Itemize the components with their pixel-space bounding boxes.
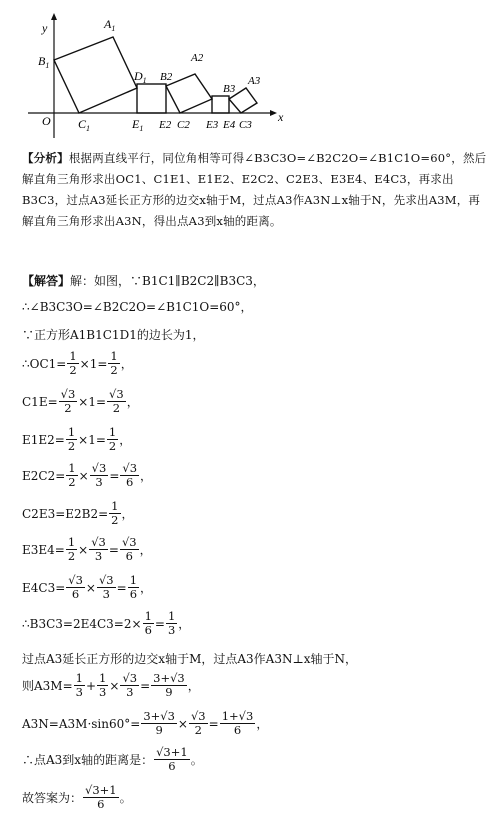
num: 3+√3 (153, 671, 185, 685)
den: 6 (97, 797, 105, 811)
den: 2 (112, 401, 121, 415)
eq-a3m-plus: + (85, 678, 97, 693)
den: 2 (69, 363, 77, 377)
eq-e3e4-mid: × (78, 542, 89, 557)
square-b3 (212, 96, 229, 113)
frac-r3-3 (97, 574, 116, 601)
eq-c1e-end: ， (126, 395, 139, 409)
frac-1r3-6 (220, 710, 256, 737)
num: 1 (68, 461, 76, 475)
eq-a3n (22, 710, 268, 737)
label-a2: A2 (191, 52, 204, 64)
label-y: y (42, 21, 48, 35)
num: √3 (68, 573, 83, 587)
den: 6 (71, 587, 80, 601)
den: 3 (167, 623, 176, 637)
num: 1 (67, 535, 76, 549)
den: 6 (233, 723, 242, 737)
eq-e2c2-mid: × (78, 468, 89, 483)
label-a3: A3 (248, 75, 261, 87)
num: √3 (91, 535, 106, 549)
num: √3 (60, 387, 76, 401)
den: 2 (67, 549, 76, 563)
frac-r3-2 (107, 388, 126, 415)
num: √3 (109, 387, 124, 401)
eq-e3e4-pre: E3E4= (22, 542, 65, 557)
frac-r3-3 (90, 462, 109, 489)
den: 2 (110, 363, 118, 377)
solution-line-1 (22, 272, 265, 289)
eq-b3c3-pre: ∴B3C3=2E4C3=2× (22, 616, 142, 631)
frac-half (66, 536, 77, 563)
frac-3r3-9 (151, 672, 187, 699)
eq-oc1-mid: ×1= (79, 356, 108, 371)
eq-e2c2 (22, 462, 152, 489)
num: 1 (111, 499, 119, 513)
frac-3r3-9 (141, 710, 177, 737)
eq-e1e2-mid: ×1= (78, 432, 106, 447)
solution-text-1: 解：如图，∵B1C1∥B2C2∥B3C3， (70, 274, 265, 288)
frac-half (108, 350, 119, 377)
analysis-label: 【分析】 (22, 151, 69, 165)
eq-e4c3-eq: = (116, 580, 127, 595)
frac-r3p1-6 (83, 784, 119, 811)
num: √3 (122, 461, 138, 475)
label-e2: E2 (159, 119, 172, 131)
frac-r3p1-6 (154, 746, 190, 773)
eq-e4c3 (22, 574, 152, 601)
den: 6 (168, 759, 176, 773)
num: 3+√3 (143, 709, 175, 723)
den: 3 (94, 549, 103, 563)
eq-b3c3-end: ， (178, 617, 191, 631)
eq-a3m-end: ， (187, 679, 200, 693)
analysis-paragraph (22, 148, 487, 232)
square-1 (54, 37, 137, 113)
frac-r3-6 (120, 536, 139, 563)
den: 2 (111, 513, 119, 527)
den: 2 (194, 723, 202, 737)
solution-line-2 (22, 298, 253, 315)
num: √3 (98, 573, 114, 587)
eq-e2c2-eq: = (109, 468, 120, 483)
frac-half (67, 350, 78, 377)
eq-oc1-end: ， (120, 357, 133, 371)
square-2 (166, 74, 212, 113)
eq-a3m-pre: 则A3M= (22, 679, 73, 693)
num: 1 (99, 671, 107, 685)
den: 9 (165, 685, 173, 699)
den: 6 (144, 623, 152, 637)
eq-c1e-mid: ×1= (78, 394, 107, 409)
eq-a3m-eq: = (140, 678, 151, 693)
label-o: O (42, 114, 51, 128)
analysis-text: 根据两直线平行，同位角相等可得∠B3C3O=∠B2C2O=∠B1C1O=60°，然后解直角三角形求出OC1、C1E1、E1E2、E2C2、C2E3、E3E4、E4C3，再求出B3C3，过点A3延长正方形的边交x轴于M，过点A3作A3N⊥x轴于N，先求出A3M，再解直角三角形求出A3N，得出点A3到x轴的距离。 (22, 151, 487, 228)
num: 1 (110, 349, 118, 363)
solution-text-over: 过点A3延长正方形的边交x轴于M，过点A3作A3N⊥x轴于N， (22, 652, 358, 666)
den: 2 (67, 439, 76, 453)
solution-text-3: ∵正方形A1B1C1D1的边长为1， (22, 328, 205, 342)
den: 6 (129, 587, 138, 601)
eq-c2e3 (22, 500, 134, 527)
num: √3+1 (156, 745, 188, 759)
eq-c1e (22, 388, 139, 415)
label-b2: B2 (160, 71, 173, 83)
frac-half (109, 500, 120, 527)
frac-one-6 (128, 574, 139, 601)
squares-diagram (20, 0, 290, 140)
den: 6 (126, 475, 134, 489)
label-d1: $D_1$ (134, 69, 147, 85)
eq-a3n-eq: = (208, 716, 219, 731)
eq-e3e4-end: ， (139, 543, 152, 557)
eq-c2e3-pre: C2E3=E2B2= (22, 506, 109, 521)
eq-a3n-pre: A3N=A3M·sin60°= (22, 716, 141, 731)
den: 3 (126, 685, 134, 699)
solution-text-2: ∴∠B3C3O=∠B2C2O=∠B1C1O=60°， (22, 300, 253, 314)
solution-line-over (22, 650, 357, 667)
eq-e1e2-pre: E1E2= (22, 432, 65, 447)
label-e4: E4 (223, 119, 236, 131)
label-a1: $A_1$ (104, 17, 116, 33)
label-c2: C2 (177, 119, 190, 131)
eq-answer (22, 784, 132, 811)
eq-e4c3-mid: × (85, 580, 96, 595)
eq-a3m (22, 672, 200, 699)
frac-one-3 (166, 610, 177, 637)
den: 9 (155, 723, 163, 737)
frac-r3-6 (120, 462, 139, 489)
eq-e2c2-end: ， (140, 469, 153, 483)
eq-e1e2-end: ， (119, 433, 132, 447)
y-axis-arrow (51, 13, 57, 20)
eq-answer-pre: 故答案为： (22, 791, 83, 805)
den: 2 (64, 401, 72, 415)
num: 1 (167, 609, 176, 623)
den: 3 (102, 587, 110, 601)
den: 3 (75, 685, 83, 699)
frac-half (66, 462, 77, 489)
eq-e3e4-eq: = (108, 542, 119, 557)
eq-a3n-mid: × (177, 716, 188, 731)
frac-one-3 (74, 672, 85, 699)
den: 6 (125, 549, 133, 563)
label-x: x (278, 110, 284, 124)
eq-distance-pre: ∴点A3到x轴的距离是： (22, 753, 154, 767)
label-e1: $E_1$ (132, 117, 144, 133)
square-d1 (137, 84, 166, 113)
eq-a3n-end: ， (256, 717, 269, 731)
den: 3 (99, 685, 107, 699)
eq-e4c3-pre: E4C3= (22, 580, 66, 595)
eq-c1e-pre: C1E= (22, 394, 58, 409)
frac-r3-2 (59, 388, 78, 415)
num: √3 (190, 709, 206, 723)
frac-r3-6 (66, 574, 85, 601)
eq-distance (22, 746, 203, 773)
eq-e2c2-pre: E2C2= (22, 468, 66, 483)
label-c3: C3 (239, 119, 252, 131)
eq-b3c3-eq: = (154, 616, 165, 631)
num: 1 (75, 671, 83, 685)
num: √3 (121, 535, 137, 549)
frac-r3-2 (189, 710, 208, 737)
eq-c2e3-end: ， (121, 507, 134, 521)
frac-one-3 (97, 672, 108, 699)
frac-half (107, 426, 118, 453)
label-b3: B3 (223, 83, 236, 95)
eq-answer-end: 。 (119, 791, 132, 805)
den: 2 (68, 475, 76, 489)
num: 1 (129, 573, 138, 587)
num: 1 (144, 609, 152, 623)
geometry-figure (20, 0, 290, 140)
frac-r3-3 (89, 536, 108, 563)
frac-r3-3 (120, 672, 139, 699)
eq-e1e2 (22, 426, 131, 453)
label-b1: $B_1$ (38, 54, 50, 70)
num: √3+1 (85, 783, 117, 797)
num: 1+√3 (221, 709, 254, 723)
frac-half (66, 426, 77, 453)
den: 3 (95, 475, 103, 489)
eq-oc1-pre: ∴OC1= (22, 356, 67, 371)
eq-distance-end: 。 (190, 753, 203, 767)
label-e3: E3 (206, 119, 219, 131)
num: √3 (122, 671, 138, 685)
solution-line-3 (22, 326, 204, 343)
num: 1 (67, 425, 76, 439)
num: 1 (108, 425, 117, 439)
label-c1: $C_1$ (78, 117, 91, 133)
den: 2 (108, 439, 117, 453)
eq-e4c3-end: ， (140, 581, 153, 595)
eq-e3e4 (22, 536, 152, 563)
eq-b3c3 (22, 610, 190, 637)
x-axis-arrow (270, 110, 277, 116)
solution-label: 【解答】 (22, 274, 71, 288)
eq-oc1 (22, 350, 133, 377)
num: 1 (69, 349, 77, 363)
frac-one-6 (143, 610, 154, 637)
num: √3 (91, 461, 107, 475)
eq-a3m-mid: × (109, 678, 120, 693)
